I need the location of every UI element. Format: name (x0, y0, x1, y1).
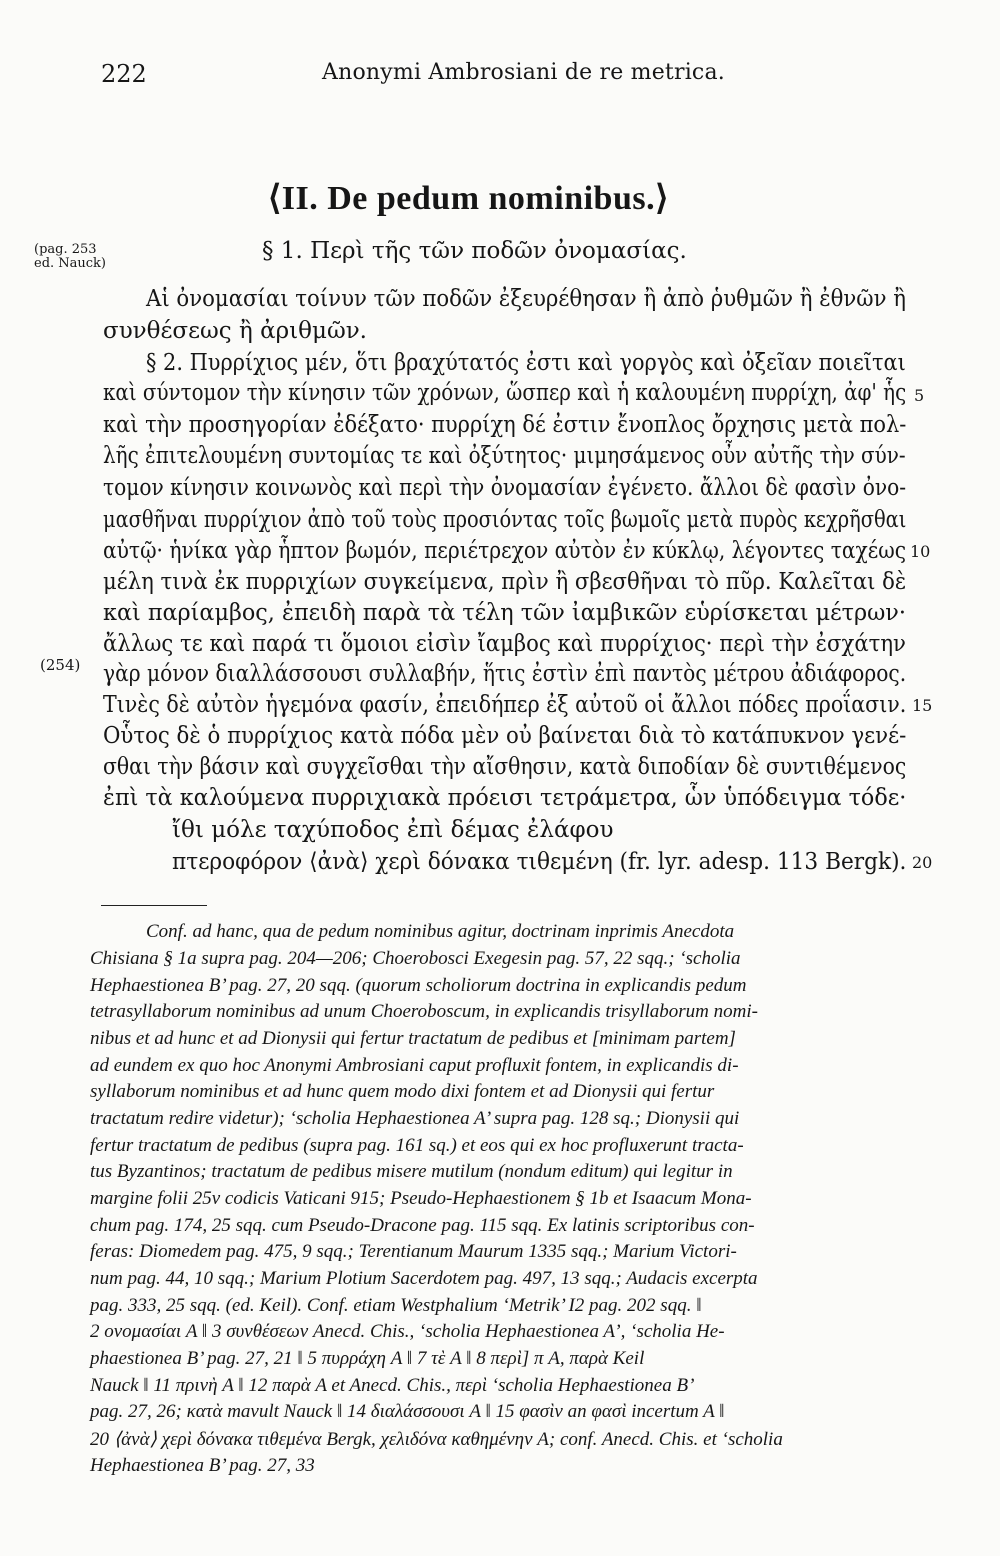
verse-line: πτεροφόρον ⟨ἀνὰ⟩ χερὶ δόνακα τιθεμένη (fr. lyr. adesp. 113 Bergk). (172, 849, 907, 875)
text-line: Αἱ ὀνομασίαι τοίνυν τῶν ποδῶν ἐξευρέθησαν ἢ ἀπὸ ῥυθμῶν ἢ ἐθνῶν ἢ (146, 286, 907, 312)
note-line: pag. 27, 26; κατὰ mavult Nauck ‖ 14 διαλάσσουσι A ‖ 15 φασὶν an φασὶ incertum A ‖ (90, 1401, 725, 1422)
text-line: Τινὲς δὲ αὐτὸν ἡγεμόνα φασίν, ἐπειδήπερ ἐξ αὐτοῦ οἱ ἄλλοι πόδες προΐασιν. (103, 692, 907, 718)
note-line: phaestionea B’ pag. 27, 21 ‖ 5 πυρράχη A ‖ 7 τὲ A ‖ 8 περὶ] π A, παρὰ Keil (90, 1348, 645, 1369)
margin-ref-line-1: (pag. 253 (34, 242, 97, 257)
note-line: pag. 333, 25 sqq. (ed. Keil). Conf. etiam Westphalium ‘Metrik’ I2 pag. 202 sqq. ‖ (90, 1295, 702, 1316)
text-line: συνθέσεως ἢ ἀριθμῶν. (103, 318, 367, 344)
note-line: Chisiana § 1a supra pag. 204—206; Choerobosci Exegesin pag. 57, 22 sqq.; ‘scholia (90, 948, 741, 969)
section-heading-1: § 1. Περὶ τῆς τῶν ποδῶν ὀνομασίας. (262, 238, 687, 264)
note-line: Conf. ad hanc, qua de pedum nominibus agitur, doctrinam inprimis Anecdota (146, 921, 735, 942)
chapter-title: ⟨II. De pedum nominibus.⟩ (268, 180, 669, 217)
note-line: tus Byzantinos; tractatum de pedibus misere mutilum (nondum editum) qui legitur in (90, 1161, 733, 1182)
line-number: 15 (912, 696, 933, 715)
note-line: feras: Diomedem pag. 475, 9 sqq.; Terentianum Maurum 1335 sqq.; Marium Victori- (90, 1241, 737, 1262)
text-line: μέλη τινὰ ἐκ πυρριχίων συγκείμενα, πρὶν ἢ σβεσθῆναι τὸ πῦρ. Καλεῖται δὲ (103, 569, 907, 595)
text-line: σθαι τὴν βάσιν καὶ συγχεῖσθαι τὴν αἴσθησιν, κατὰ διποδίαν δὲ συντιθέμενος (103, 754, 907, 780)
note-line: tractatum redire videtur); ‘scholia Hephaestionea A’ supra pag. 128 sq.; Dionysii qui (90, 1108, 740, 1129)
verse-line: ἴθι μόλε ταχύποδος ἐπὶ δέμας ἐλάφου (172, 817, 614, 843)
note-line: margine folii 25v codicis Vaticani 915; Pseudo-Hephaestionem § 1b et Isaacum Mona- (90, 1188, 752, 1209)
note-line: ad eundem ex quo hoc Anonymi Ambrosiani caput profluxit fontem, in explicandis di- (90, 1055, 739, 1076)
text-line: γὰρ μόνον διαλλάσσουσι συλλαβήν, ἥτις ἐστὶν ἐπὶ παντὸς μέτρου ἀδιάφορος. (103, 661, 907, 687)
text-line: λῆς ἐπιτελουμένη συντομίας τε καὶ ὀξύτητος· μιμησάμενος οὖν αὐτῆς τὴν σύν- (103, 443, 906, 469)
page-number: 222 (101, 60, 147, 88)
text-line: καὶ τὴν προσηγορίαν ἐδέξατο· πυρρίχη δέ ἐστιν ἔνοπλος ὄρχησις μετὰ πολ- (103, 412, 907, 438)
text-line: ἄλλως τε καὶ παρά τι ὅμοιοι εἰσὶν ἴαμβος καὶ πυρρίχιος· περὶ τὴν ἐσχάτην (103, 631, 906, 657)
note-line: chum pag. 174, 25 sqq. cum Pseudo-Dracone pag. 115 sqq. Ex latinis scriptoribus con- (90, 1215, 755, 1236)
text-line: Οὗτος δὲ ὁ πυρρίχιος κατὰ πόδα μὲν οὐ βαίνεται διὰ τὸ κατάπυκνον γενέ- (103, 723, 907, 749)
line-number: 20 (912, 853, 933, 872)
margin-ref-line-2: ed. Nauck) (34, 256, 107, 271)
text-line: αὐτῷ· ἡνίκα γὰρ ἧπτον βωμόν, περιέτρεχον αὐτὸν ἐν κύκλῳ, λέγοντες ταχέως (103, 538, 907, 564)
text-line: τομον κίνησιν κοινωνὸς καὶ περὶ τὴν ὀνομασίαν ἐγένετο. ἄλλοι δὲ φασὶν ὀνο- (103, 475, 907, 501)
note-line: 20 ⟨ἀνὰ⟩ χερὶ δόνακα τιθεμένα Bergk, χελιδόνα καθημένην A; conf. Anecd. Chis. et ‘scholia (90, 1429, 783, 1450)
line-number: 5 (914, 386, 925, 405)
note-line: Hephaestionea B’ pag. 27, 20 sqq. (quorum scholiorum doctrina in explicandis pedum (90, 975, 747, 996)
text-line: ἐπὶ τὰ καλούμενα πυρριχιακὰ πρόεισι τετράμετρα, ὧν ὑπόδειγμα τόδε· (103, 785, 907, 811)
note-line: fertur tractatum de pedibus (supra pag. 161 sq.) et eos qui ex hoc profluxerunt tracta- (90, 1135, 744, 1156)
margin-ref-pag (34, 242, 107, 271)
text-line: καὶ παρίαμβος, ἐπειδὴ παρὰ τὰ τέλη τῶν ἰαμβικῶν εὑρίσκεται μέτρων· (103, 600, 906, 626)
note-line: syllaborum nominibus et ad hunc quem modo dixi fontem et ad Dionysii qui fertur (90, 1081, 715, 1102)
note-line: num pag. 44, 10 sqq.; Marium Plotium Sacerdotem pag. 497, 13 sqq.; Audacis excerpta (90, 1268, 758, 1289)
note-line: Nauck ‖ 11 πρινὴ A ‖ 12 παρὰ A et Anecd. Chis., περὶ ‘scholia Hephaestionea B’ (90, 1375, 695, 1396)
margin-ref-254: (254) (40, 656, 81, 674)
text-line: καὶ σύντομον τὴν κίνησιν τῶν χρόνων, ὥσπερ καὶ ἡ καλουμένη πυρρίχη, ἀφ' ἧς (103, 380, 907, 406)
running-title: Anonymi Ambrosiani de re metrica. (322, 60, 725, 85)
footnote-rule (101, 905, 207, 906)
note-line: nibus et ad hunc et ad Dionysii qui fertur tractatum de pedibus et [minimam partem] (90, 1028, 736, 1049)
text-line: μασθῆναι πυρρίχιον ἀπὸ τοῦ τοὺς προσιόντας τοῖς βωμοῖς μετὰ πυρὸς κεχρῆσθαι (103, 507, 907, 533)
note-line: 2 ονομασίαι A ‖ 3 συνθέσεων Anecd. Chis., ‘scholia Hephaestionea A’, ‘scholia He- (90, 1321, 725, 1342)
note-line: Hephaestionea B’ pag. 27, 33 (90, 1455, 315, 1476)
line-number: 10 (910, 542, 931, 561)
note-line: tetrasyllaborum nominibus ad unum Choeroboscum, in explicandis trisyllaborum nomi- (90, 1001, 758, 1022)
section-line-2: § 2. Πυρρίχιος μέν, ὅτι βραχύτατός ἐστι καὶ γοργὸς καὶ ὀξεῖαν ποιεῖται (146, 350, 906, 376)
